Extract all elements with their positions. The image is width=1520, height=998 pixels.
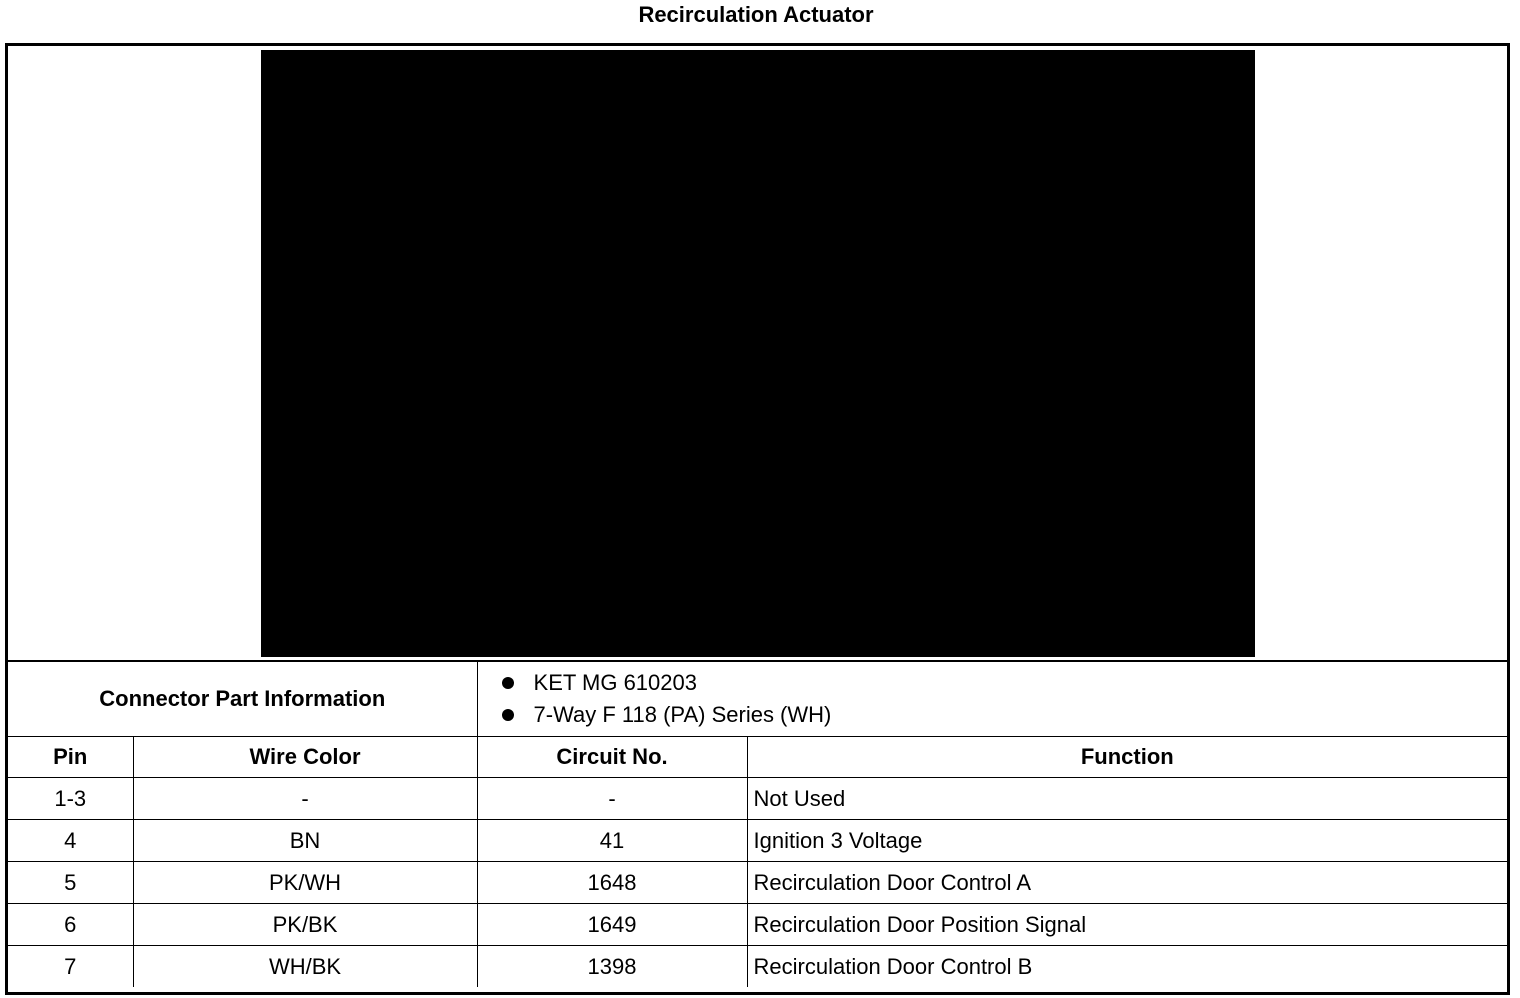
table-row [8,778,1507,820]
connector-sheet [5,43,1510,995]
cell-circuit-no: 1649 [477,904,747,946]
cell-pin: 1-3 [8,778,133,820]
connector-info-item-text: KET MG 610203 [533,670,697,695]
cell-circuit-no: 1648 [477,862,747,904]
page-title: Recirculation Actuator [638,2,874,27]
cell-wire-color: PK/WH [133,862,477,904]
connector-image-panel [8,46,1507,662]
header-pin: Pin [8,737,133,778]
header-circuit-no: Circuit No. [477,737,747,778]
table-row [8,904,1507,946]
table-row [8,946,1507,988]
bullet-icon [502,709,514,721]
connector-info-item-text: 7-Way F 118 (PA) Series (WH) [533,702,832,727]
pinout-table [8,662,1507,987]
table-row [8,820,1507,862]
connector-image [261,50,1255,657]
connector-info-list [478,667,1508,731]
bullet-icon [502,677,514,689]
cell-pin: 4 [8,820,133,862]
cell-wire-color: BN [133,820,477,862]
cell-circuit-no: - [477,778,747,820]
connector-info-item [498,699,1508,731]
connector-info-label: Connector Part Information [8,662,477,737]
connector-info-values [477,662,1507,737]
cell-circuit-no: 41 [477,820,747,862]
table-header-row [8,737,1507,778]
connector-info-item [498,667,1508,699]
cell-wire-color: PK/BK [133,904,477,946]
header-wire-color: Wire Color [133,737,477,778]
cell-circuit-no: 1398 [477,946,747,988]
connector-info-row [8,662,1507,737]
cell-function: Recirculation Door Position Signal [747,904,1507,946]
cell-pin: 7 [8,946,133,988]
cell-function: Recirculation Door Control A [747,862,1507,904]
cell-wire-color: WH/BK [133,946,477,988]
cell-function: Not Used [747,778,1507,820]
cell-wire-color: - [133,778,477,820]
header-function: Function [747,737,1507,778]
cell-pin: 5 [8,862,133,904]
cell-pin: 6 [8,904,133,946]
cell-function: Recirculation Door Control B [747,946,1507,988]
cell-function: Ignition 3 Voltage [747,820,1507,862]
table-row [8,862,1507,904]
